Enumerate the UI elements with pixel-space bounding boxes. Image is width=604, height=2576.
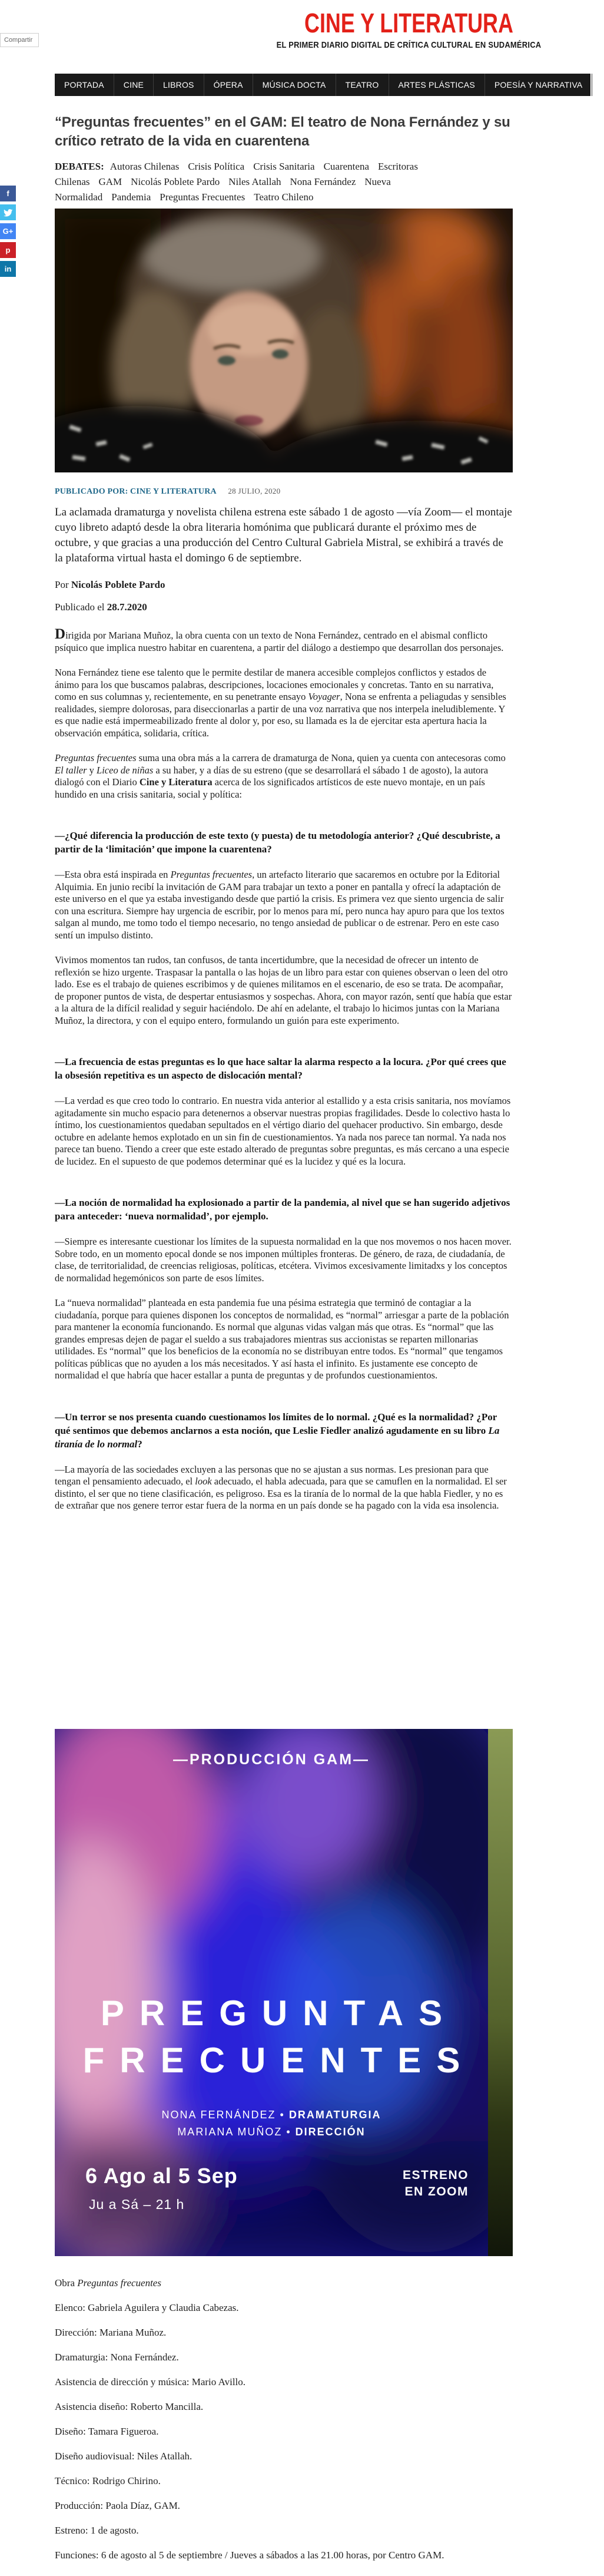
byline-author: Nicolás Poblete Pardo: [71, 579, 165, 590]
interview-question: —La frecuencia de estas preguntas es lo que hace saltar la alarma respecto a la locura. ¿Por qué crees que la obsesión repetitiva es un aspecto de dislocación mental?: [55, 1056, 506, 1081]
credit-line: Estreno: 1 de agosto.: [55, 2525, 139, 2536]
article: [55, 112, 513, 1729]
poster-title-line2: FRECUENTES: [82, 2041, 476, 2080]
published-by-link[interactable]: CINE Y LITERATURA: [130, 487, 217, 496]
credit-line: Funciones: 6 de agosto al 5 de septiembre / Jueves a sábados a las 21.00 horas, por Centro GAM.: [55, 2549, 444, 2561]
site-header: [226, 8, 591, 50]
poster-credit-dramaturgia: NONA FERNÁNDEZ • DRAMATURGIA: [161, 2109, 381, 2121]
nav-item-musica-docta[interactable]: MÚSICA DOCTA: [253, 74, 336, 96]
article-paragraph: Vivimos momentos tan rudos, tan confusos, de tanta incertidumbre, que la necesidad de ofrecer un intento de reflexión se hizo urgente. Traspasar la pantalla o las hojas de un libro para estar con quienes observan o leen del otro lado. Ese es el trabajo de quienes escribimos y de quienes militamos en el escenario, de eso se trata. De acompañar, de proponer puntos de vista, de despertar entusiasmos y sospechas. Ahora, con mayor razón, sentí que había que estar a la altura de la difícil realidad y seguir haciéndolo. De ahí en adelante, el trabajo lo hicimos juntas con la Mariana Muñoz, la directora, y con el equipo entero, formulando un guión para este experimento.: [55, 954, 512, 1026]
site-logo-text: CINE Y LITERATURA: [304, 8, 513, 38]
tag-link-nona-fernandez[interactable]: Nona Fernández: [290, 176, 356, 187]
article-body: [55, 626, 513, 1512]
main-nav: [55, 74, 590, 96]
nav-item-portada[interactable]: PORTADA: [55, 74, 114, 96]
poster-schedule: Ju a Sá – 21 h: [89, 2197, 185, 2212]
nav-item-artes-plasticas[interactable]: ARTES PLÁSTICAS: [389, 74, 485, 96]
poster-kicker: —PRODUCCIÓN GAM—: [172, 1751, 370, 1768]
article-paragraph: Dirigida por Mariana Muñoz, la obra cuenta con un texto de Nona Fernández, centrado en el abismal conflicto psíquico que implica nuestro habitar en cuarentena, a partir del diálogo a destiempo que desarrollan dos personajes.: [55, 626, 504, 653]
article-paragraph: —Siempre es interesante cuestionar los límites de la supuesta normalidad en la que nos movemos o nos hacen mover. Sobre todo, en un momento epocal donde se nos imponen múltiples fronteras. De género, de raza, de ciudadanía, de clase, de territorialidad, de creencias religiosas, políticas, etcétera. Vivimos excesivamente limitadxs y los conceptos de normalidad hegemónicos son parte de esos límites.: [55, 1236, 512, 1284]
poster-estreno: ESTRENO EN ZOOM: [402, 2168, 469, 2198]
tag-link-cuarentena[interactable]: Cuarentena: [323, 161, 369, 172]
share-twitter-icon[interactable]: [0, 204, 16, 220]
article-paragraph: Preguntas frecuentes suma una obra más a la carrera de dramaturga de Nona, quien ya cuenta con antecesoras como El taller y Liceo de niñas a su haber, y a días de su estreno (que se desarrollará el sábado 1 de agosto), la autora dialogó con el Diario Cine y Literatura acerca de los significados artísticos de este nuevo montaje, en un país hundido en una crisis sanitaria, social y política:: [55, 752, 506, 800]
published-by-label: PUBLICADO POR:: [55, 487, 128, 496]
tag-link-crisis-politica[interactable]: Crisis Política: [188, 161, 245, 172]
poster-credit-direccion: MARIANA MUÑOZ • DIRECCIÓN: [177, 2126, 366, 2138]
tag-link-crisis-sanitaria[interactable]: Crisis Sanitaria: [253, 161, 315, 172]
share-label[interactable]: Compartir: [0, 33, 39, 47]
credit-line: Elenco: Gabriela Aguilera y Claudia Cabezas.: [55, 2302, 239, 2313]
article-publine: Publicado el 28.7.2020: [55, 601, 147, 613]
poster-dates: 6 Ago al 5 Sep: [85, 2164, 238, 2188]
credit-line: Obra Preguntas frecuentes: [55, 2277, 161, 2289]
article-byline: Por Nicolás Poblete Pardo: [55, 579, 165, 590]
site-logo[interactable]: [226, 8, 591, 38]
interview-question: —Un terror se nos presenta cuando cuestionamos los límites de lo normal. ¿Qué es la normalidad? ¿Por qué sentimos que debemos anclarnos a esta noción, que Leslie Fiedler analizó agudamente en su libro La tiranía de lo normal?: [55, 1411, 500, 1450]
article-paragraph: —La verdad es que creo todo lo contrario. En nuestra vida anterior al estallido y a esta crisis sanitaria, nos movíamos agitadamente sin mucho espacio para detenernos a observar nuestras propias fragilidades. Desde lo colectivo hasta lo íntimo, los cuestionamientos quedaban sepultados en el vértigo diario del quehacer productivo. Sin embargo, desde octubre en adelante hemos explotado en un sin fin de cuestionamientos. Ya nada nos parece tan normal. Ya nada nos parece tan bueno. Tiendo a creer que este estado alterado de preguntas sobre preguntas, es más cercano a una especie de lucidez. En el supuesto de que podemos determinar qué es la lucidez y qué es la locura.: [55, 1095, 511, 1167]
poster-green-strip: [488, 1729, 513, 2256]
tag-link-nueva-normalidad[interactable]: Nueva Normalidad: [55, 176, 391, 203]
credit-line: Diseño: Tamara Figueroa.: [55, 2426, 159, 2437]
article-lede: La aclamada dramaturga y novelista chilena estrena este sábado 1 de agosto —vía Zoom— el montaje cuyo libreto adaptó desde la obra literaria homónima que publicará durante el próximo mes de octubre, y que gracias a una producción del Centro Cultural Gabriela Mistral, se exhibirá a través de la plataforma virtual hasta el domingo 6 de septiembre.: [55, 506, 512, 564]
credit-line: Asistencia de dirección y música: Mario Avillo.: [55, 2376, 246, 2387]
poster-image: [55, 1729, 513, 2256]
share-linkedin-icon[interactable]: in: [0, 261, 16, 277]
tag-link-autoras-chilenas[interactable]: Autoras Chilenas: [109, 161, 180, 172]
share-facebook-icon[interactable]: f: [0, 186, 16, 201]
nav-item-libros[interactable]: LIBROS: [154, 74, 204, 96]
credit-line: Dirección: Mariana Muñoz.: [55, 2327, 167, 2338]
nav-item-poesia-y-narrativa[interactable]: POESÍA Y NARRATIVA: [485, 74, 593, 96]
share-google-plus-icon[interactable]: G+: [0, 223, 16, 239]
credit-line: Diseño audiovisual: Niles Atallah.: [55, 2451, 193, 2462]
credit-line: Asistencia diseño: Roberto Mancilla.: [55, 2401, 204, 2412]
tags-list: [55, 161, 418, 203]
credit-line: Dramaturgia: Nona Fernández.: [55, 2352, 179, 2363]
poster-title-line1: PREGUNTAS: [100, 1993, 458, 2033]
interview-question: —La noción de normalidad ha explosionado a partir de la pandemia, al nivel que se han sugerido adjetivos para anteceder: ‘nueva normalidad’, por ejemplo.: [55, 1197, 510, 1222]
tag-link-niles-atallah[interactable]: Niles Atallah: [228, 176, 281, 187]
article-paragraph: —Esta obra está inspirada en Preguntas frecuentes, un artefacto literario que sacaremos en octubre por la Editorial Alquimia. En junio recibí la invitación de GAM para trabajar un texto a poner en pantalla y ofrecí la adaptación de este universo en el que ya estaba investigando desde que partió la crisis. Es primera vez que siento urgencia de salir con una escritura. Siempre hay urgencia de escribir, por lo menos para mí, pero nunca hay apuro para que los textos salgan al mundo, me tomo todo el tiempo necesario, no tengo ansiedad de publicar o de estrenar. Pero en este caso sentí un impulso distinto.: [55, 869, 505, 941]
article-tags: [55, 159, 513, 205]
nav-item-cine[interactable]: CINE: [114, 74, 154, 96]
tag-link-teatro-chileno[interactable]: Teatro Chileno: [254, 191, 314, 203]
site-tagline: EL PRIMER DIARIO DIGITAL DE CRÍTICA CULTURAL EN SUDAMÉRICA: [276, 40, 541, 50]
article-paragraph: Nona Fernández tiene ese talento que le permite destilar de manera accesible complejos conflictos y estados de ánimo para los que buscamos palabras, descripciones, locaciones emocionales y concretas. Tanto en su narrativa, como en sus columnas y, recientemente, en su penetrante ensayo Voyager, Nona se enfrenta a peliagudas y sensibles realidades, siempre dolorosas, para diseccionarlas a partir de una voz narrativa que nos interpela ineludiblemente. Y es que nadie está impermeabilizado frente al dolor y, por eso, su llamada es la de ejercitar esta apertura hacia la observación empática, solidaria, crítica.: [55, 667, 506, 739]
published-date: 28 JULIO, 2020: [228, 487, 281, 495]
production-credits: [55, 2277, 585, 2574]
nav-item-teatro[interactable]: TEATRO: [336, 74, 389, 96]
nav-item-opera[interactable]: ÓPERA: [204, 74, 253, 96]
credit-line: Producción: Paola Díaz, GAM.: [55, 2500, 180, 2511]
article-paragraph: —La mayoría de las sociedades excluyen a las personas que no se ajustan a sus normas. Les presionan para que tengan el pensamiento adecuado, el look adecuado, el habla adecuada, para que se camuflen en la normalidad. El ser distinto, el ser que no tiene clasificación, es peligroso. Esa es la tiranía de lo normal de la que habla Fiedler, y no es de extrañar que nos genere terror estar fuera de la norma en un país donde se ha pagado con la vida esa insolencia.: [55, 1463, 507, 1511]
tag-link-gam[interactable]: GAM: [98, 176, 122, 187]
tags-label: DEBATES:: [55, 161, 104, 172]
article-paragraph: La “nueva normalidad” planteada en esta pandemia fue una pésima estrategia que terminó de contagiar a la ciudadanía, porque para quienes disponen los conceptos de normalidad, es “normal” arriesgar a parte de la población para mantener la economía funcionando. Es normal que algunas vidas valgan más que otras. Es “normal” que las grandes empresas dejen de pagar el sueldo a sus trabajadores mientras sus accionistas se reparten millonarias utilidades. Es “normal” que los beneficios de la economía no se distribuyan entre todos. Es “normal” que tengamos políticas públicas que no ayuden a los más necesitados. Y así hasta el infinito. Es justamente ese concepto de normalidad el que habría que hacer estallar a punta de preguntas y de profundos cuestionamientos.: [55, 1297, 509, 1381]
interview-question: —¿Qué diferencia la producción de este texto (y puesta) de tu metodología anterior? ¿Qué descubriste, a partir de la ‘limitación’ que impone la cuarentena?: [55, 830, 500, 855]
article-title: “Preguntas frecuentes” en el GAM: El teatro de Nona Fernández y su crítico retrato de la vida en cuarentena: [55, 114, 510, 149]
article-hero-image: [55, 209, 513, 472]
publine-date: 28.7.2020: [107, 601, 147, 613]
article-meta: [55, 487, 513, 497]
tag-link-preguntas-frecuentes[interactable]: Preguntas Frecuentes: [160, 191, 245, 203]
tag-link-escritoras-chilenas[interactable]: Escritoras Chilenas: [55, 161, 418, 187]
share-rail: [0, 186, 16, 277]
credit-line: Técnico: Rodrigo Chirino.: [55, 2475, 161, 2486]
tag-link-pandemia[interactable]: Pandemia: [111, 191, 151, 203]
share-pinterest-icon[interactable]: p: [0, 242, 16, 258]
tag-link-nicolas-poblete-pardo[interactable]: Nicolás Poblete Pardo: [131, 176, 220, 187]
